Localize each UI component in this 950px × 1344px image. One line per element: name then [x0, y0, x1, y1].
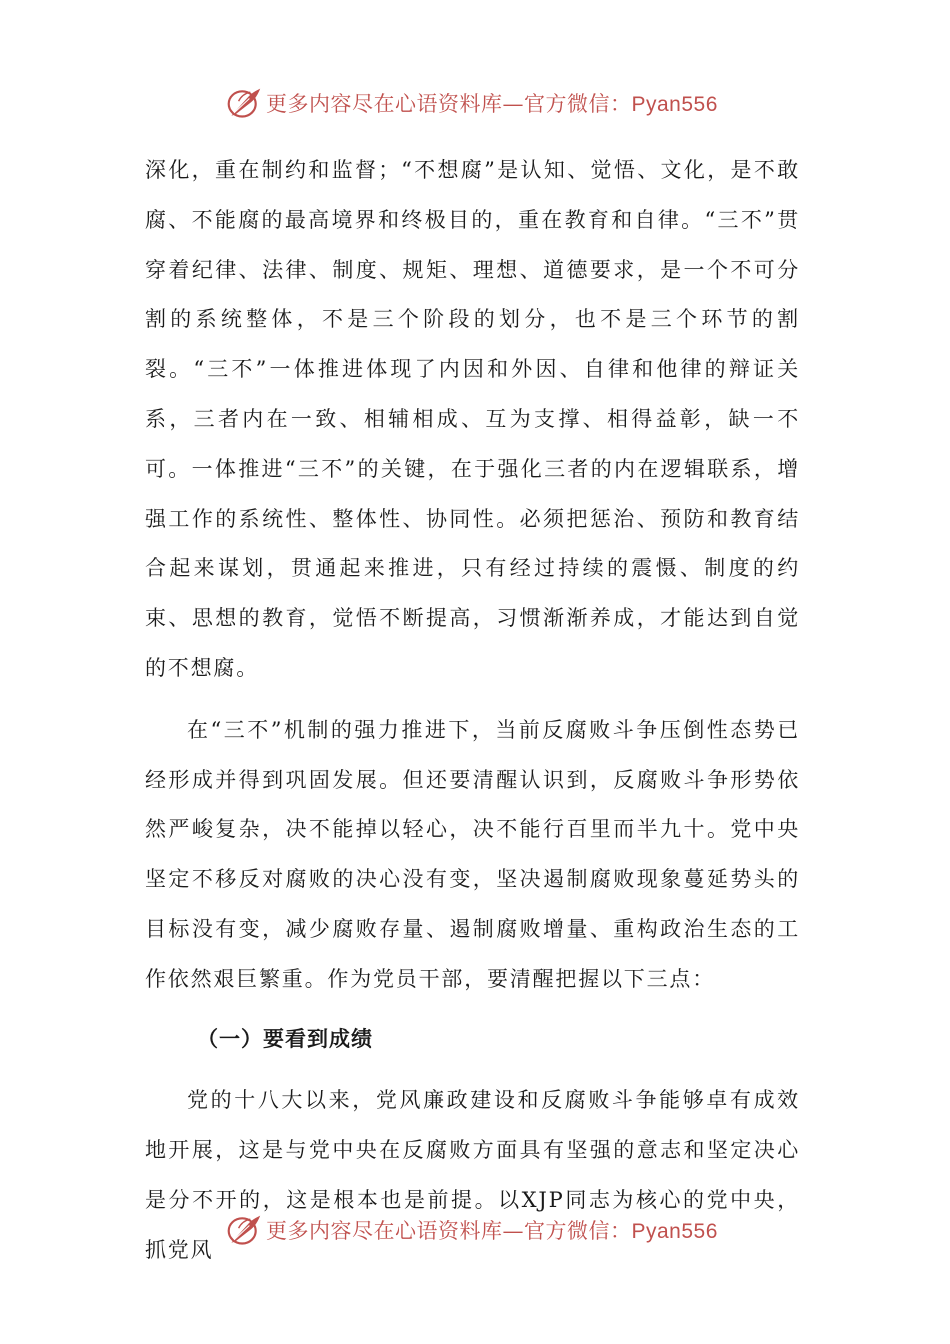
document-body	[145, 146, 800, 1276]
paragraph-situation: 在“三不”机制的强力推进下，当前反腐败斗争压倒性态势已经形成并得到巩固发展。但还要清醒认识到，反腐败斗争形势依然严峻复杂，决不能掉以轻心，决不能行百里而半九十。党中央坚定不移反对腐败的决心没有变，坚决遏制腐败现象蔓延势头的目标没有变，减少腐败存量、遏制腐败增量、重构政治生态的工作依然艰巨繁重。作为党员干部，要清醒把握以下三点：	[145, 717, 800, 991]
feather-pen-logo-icon	[226, 85, 262, 121]
footer-watermark	[226, 1210, 718, 1250]
section-heading: （一）要看到成绩	[197, 1026, 373, 1051]
watermark-prefix: 更多内容尽在心语资料库—官方微信：	[266, 1219, 632, 1243]
watermark-prefix: 更多内容尽在心语资料库—官方微信：	[266, 92, 632, 116]
header-watermark	[226, 83, 718, 123]
paragraph-achievements: 党的十八大以来，党风廉政建设和反腐败斗争能够卓有成效地开展，这是与党中央在反腐败方面具有坚强的意志和坚定决心是分不开的，这是根本也是前提。以XJP同志为核心的党中央，抓党风	[145, 1088, 800, 1262]
watermark-handle: Pyan556	[631, 1220, 718, 1243]
watermark-handle: Pyan556	[631, 93, 718, 116]
paragraph-continuation: 深化，重在制约和监督；“不想腐”是认知、觉悟、文化，是不敢腐、不能腐的最高境界和终极目的，重在教育和自律。“三不”贯穿着纪律、法律、制度、规矩、理想、道德要求，是一个不可分割的系统整体，不是三个阶段的划分，也不是三个环节的割裂。“三不”一体推进体现了内因和外因、自律和他律的辩证关系，三者内在一致、相辅相成、互为支撑、相得益彰，缺一不可。一体推进“三不”的关键，在于强化三者的内在逻辑联系，增强工作的系统性、整体性、协同性。必须把惩治、预防和教育结合起来谋划，贯通起来推进，只有经过持续的震慑、制度的约束、思想的教育，觉悟不断提高，习惯渐渐养成，才能达到自觉的不想腐。	[145, 158, 800, 680]
feather-pen-logo-icon	[226, 1212, 262, 1248]
